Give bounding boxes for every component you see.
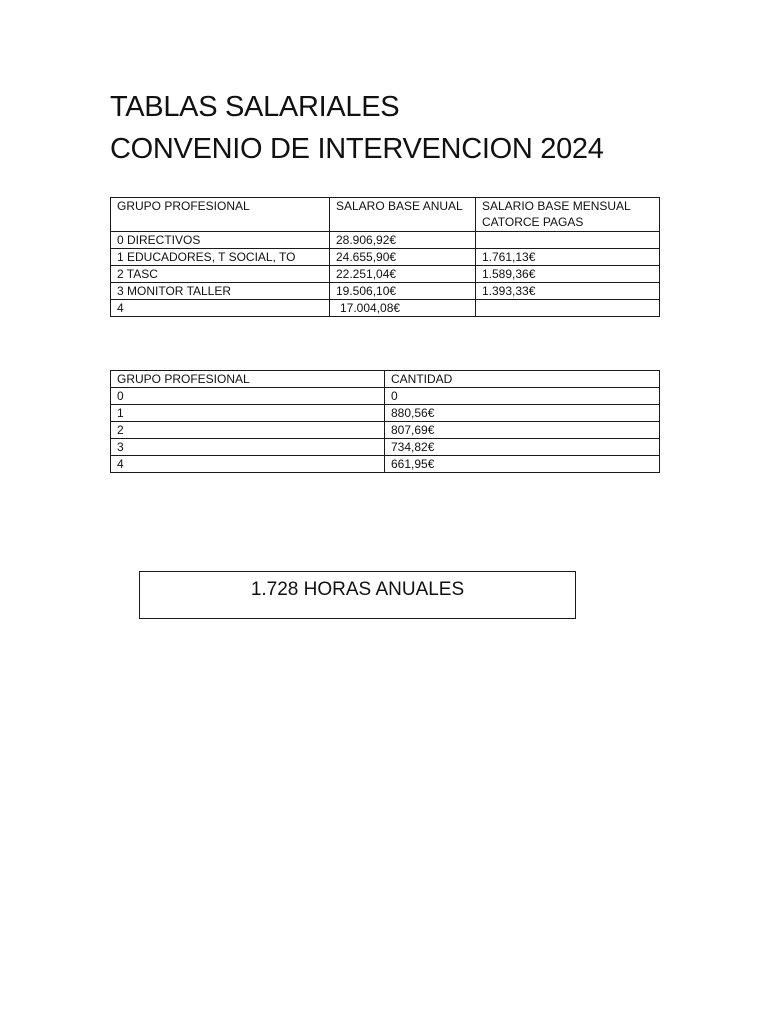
table-cell: 4 bbox=[111, 456, 385, 473]
table-cell: 3 MONITOR TALLER bbox=[111, 283, 330, 300]
table-row bbox=[111, 439, 660, 456]
table-cell: 2 TASC bbox=[111, 266, 330, 283]
table-row bbox=[111, 388, 660, 405]
table-cell: 1.393,33€ bbox=[476, 283, 660, 300]
table-row bbox=[111, 232, 660, 249]
table-cell: 0 bbox=[385, 388, 660, 405]
table-cell: 734,82€ bbox=[385, 439, 660, 456]
annual-hours-label: 1.728 HORAS ANUALES bbox=[250, 579, 465, 600]
table-cell: 0 bbox=[111, 388, 385, 405]
table-cell: 807,69€ bbox=[385, 422, 660, 439]
table-header-row bbox=[111, 371, 660, 388]
header-cell: SALARIO BASE MENSUAL CATORCE PAGAS bbox=[476, 198, 660, 232]
table-row bbox=[111, 422, 660, 439]
table-cell: 3 bbox=[111, 439, 385, 456]
table-row bbox=[111, 249, 660, 266]
table-cell: 880,56€ bbox=[385, 405, 660, 422]
table-cell: 4 bbox=[111, 300, 330, 317]
table-cell: 1 EDUCADORES, T SOCIAL, TO bbox=[111, 249, 330, 266]
table-cell: 19.506,10€ bbox=[330, 283, 476, 300]
table-row bbox=[111, 283, 660, 300]
table-cell: 1.589,36€ bbox=[476, 266, 660, 283]
header-cell: GRUPO PROFESIONAL bbox=[111, 198, 330, 232]
table-cell: 28.906,92€ bbox=[330, 232, 476, 249]
title-line-2: CONVENIO DE INTERVENCION 2024 bbox=[110, 133, 604, 165]
table-cell: 24.655,90€ bbox=[330, 249, 476, 266]
document-title bbox=[110, 86, 604, 170]
annual-hours-box bbox=[139, 571, 576, 619]
table-cell: 17.004,08€ bbox=[330, 300, 476, 317]
table-row bbox=[111, 456, 660, 473]
table-cell bbox=[476, 300, 660, 317]
table-cell: 2 bbox=[111, 422, 385, 439]
table-row bbox=[111, 266, 660, 283]
header-cell: CANTIDAD bbox=[385, 371, 660, 388]
table-cell: 1 bbox=[111, 405, 385, 422]
table-cell: 0 DIRECTIVOS bbox=[111, 232, 330, 249]
header-cell: GRUPO PROFESIONAL bbox=[111, 371, 385, 388]
table-cell: 22.251,04€ bbox=[330, 266, 476, 283]
table-cell: 661,95€ bbox=[385, 456, 660, 473]
table-row bbox=[111, 300, 660, 317]
title-line-1: TABLAS SALARIALES bbox=[110, 91, 400, 123]
table-cell: 1.761,13€ bbox=[476, 249, 660, 266]
table-row bbox=[111, 405, 660, 422]
header-cell: SALARO BASE ANUAL bbox=[330, 198, 476, 232]
table-cell bbox=[476, 232, 660, 249]
amount-table bbox=[110, 370, 660, 473]
salary-table bbox=[110, 197, 660, 317]
table-header-row bbox=[111, 198, 660, 232]
